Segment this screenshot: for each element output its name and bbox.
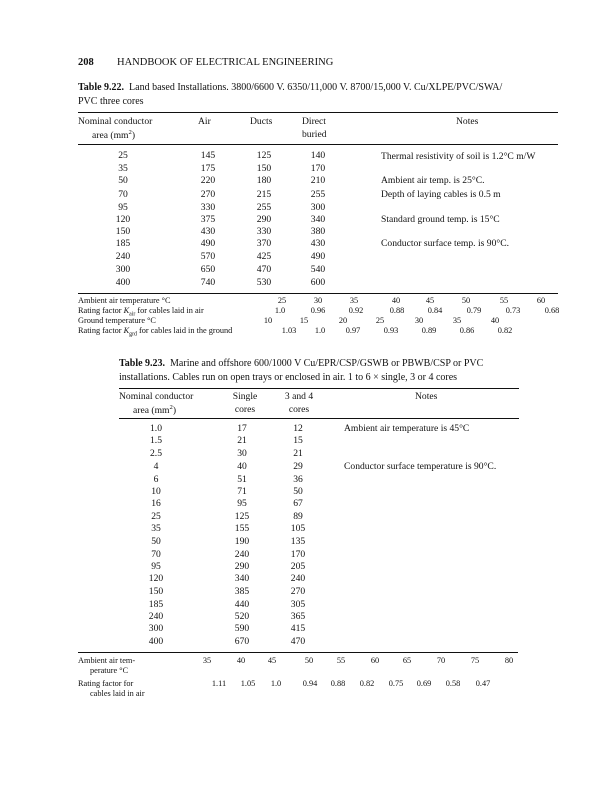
t923-ambient-8: 75 <box>470 656 480 665</box>
t923-rating-label-cont: cables laid in air <box>90 689 145 698</box>
t923-r14-area: 185 <box>148 599 164 610</box>
t922-note-ambient: Ambient air temp. is 25°C. <box>381 175 485 186</box>
t922-r7-direct: 430 <box>310 238 326 249</box>
table-923-top-rule <box>119 388 519 389</box>
t923-r17-single: 670 <box>234 636 250 647</box>
t923-header-conductor-unit: area $(mm^2)$ <box>133 404 177 417</box>
t923-r2-multi: 21 <box>293 448 303 459</box>
t922-r3-area: 70 <box>118 189 128 200</box>
t922-r1-ducts: 150 <box>256 163 272 174</box>
t922-r3-air: 270 <box>200 189 216 200</box>
t922-r9-area: 300 <box>115 264 131 275</box>
table-922-label: Table 9.22. <box>78 82 125 93</box>
table-922-top-rule <box>78 112 558 113</box>
t923-r14-single: 440 <box>234 599 250 610</box>
t922-kair-0: 1.0 <box>274 306 286 315</box>
t922-header-conductor-unit: area $(mm^2)$ <box>92 129 136 142</box>
table-923-body-rule <box>78 652 518 653</box>
page-number: 208 <box>78 57 94 68</box>
t923-r9-multi: 135 <box>290 536 306 547</box>
t923-rating-label: Rating factor for <box>78 679 134 688</box>
t922-r6-area: 150 <box>115 226 131 237</box>
t923-r1-area: 1.5 <box>150 435 162 446</box>
t923-r11-multi: 205 <box>290 561 306 572</box>
t923-r15-single: 520 <box>234 611 250 622</box>
t923-r13-multi: 270 <box>290 586 306 597</box>
t923-r10-multi: 170 <box>290 549 306 560</box>
t922-r1-area: 35 <box>118 163 128 174</box>
t922-ground-0: 10 <box>263 316 273 325</box>
t922-r9-direct: 540 <box>310 264 326 275</box>
t922-ambient-4: 45 <box>425 296 435 305</box>
table-923-caption-line2: installations. Cables run on open trays or enclosed in air. 1 to 6 × single, 3 or 4 cores <box>119 372 458 383</box>
table-922-caption-line2: PVC three cores <box>78 96 144 107</box>
t922-r3-direct: 255 <box>310 189 326 200</box>
t923-r15-multi: 365 <box>290 611 306 622</box>
t923-rating-2: 1.0 <box>270 679 282 688</box>
t922-ambient-1: 30 <box>313 296 323 305</box>
t923-ambient-label: Ambient air tem- <box>78 656 136 665</box>
t923-header-conductor: Nominal conductor <box>119 391 194 402</box>
table-922-caption-line1: Land based Installations. 3800/6600 V. 6350/11,000 V. 8700/15,000 V. Cu/XLPE/PVC/SWA/ <box>129 82 503 93</box>
t922-r7-area: 185 <box>115 238 131 249</box>
t923-r14-multi: 305 <box>290 599 306 610</box>
t923-r7-multi: 89 <box>293 511 303 522</box>
t923-ambient-label-cont: perature °C <box>90 666 129 675</box>
t922-r6-direct: 380 <box>310 226 326 237</box>
t923-r8-multi: 105 <box>290 523 306 534</box>
t922-ground-4: 30 <box>414 316 424 325</box>
table-923-header-rule <box>119 418 519 419</box>
t923-ambient-4: 55 <box>336 656 346 665</box>
t923-header-multi-cores: cores <box>288 404 310 415</box>
t922-ground-3: 25 <box>375 316 385 325</box>
t922-header-air: Air <box>198 116 211 127</box>
table-923-caption-line1: Marine and offshore 600/1000 V Cu/EPR/CSP/GSWB or PBWB/CSP or PVC <box>170 358 484 369</box>
t922-kgrd-1: 1.0 <box>314 326 326 335</box>
t923-ambient-6: 65 <box>402 656 412 665</box>
t922-ambient-3: 40 <box>391 296 401 305</box>
t923-r7-area: 25 <box>151 511 161 522</box>
t923-ambient-7: 70 <box>436 656 446 665</box>
t923-r17-multi: 470 <box>290 636 306 647</box>
t923-r0-area: 1.0 <box>150 423 162 434</box>
t922-ground-6: 40 <box>490 316 500 325</box>
t923-r6-single: 95 <box>237 498 247 509</box>
t923-r17-area: 400 <box>148 636 164 647</box>
t922-kair-7: 0.68 <box>544 306 560 315</box>
t922-r7-ducts: 370 <box>256 238 272 249</box>
t922-r0-direct: 140 <box>310 150 326 161</box>
t922-kgrd-2: 0.97 <box>345 326 361 335</box>
t923-r9-area: 50 <box>151 536 161 547</box>
table-923-label: Table 9.23. <box>119 358 166 369</box>
t923-r5-single: 71 <box>237 486 247 497</box>
t923-r4-single: 51 <box>237 474 247 485</box>
t922-r5-direct: 340 <box>310 214 326 225</box>
t923-r6-area: 16 <box>151 498 161 509</box>
t922-r0-area: 25 <box>118 150 128 161</box>
t923-r11-area: 95 <box>151 561 161 572</box>
t923-ambient-5: 60 <box>370 656 380 665</box>
t923-r2-single: 30 <box>237 448 247 459</box>
t923-rating-9: 0.47 <box>475 679 491 688</box>
t923-rating-3: 0.94 <box>302 679 318 688</box>
t922-ground-1: 15 <box>299 316 309 325</box>
t923-r1-single: 21 <box>237 435 247 446</box>
t923-r12-multi: 240 <box>290 573 306 584</box>
t922-header-ducts: Ducts <box>250 116 273 127</box>
t922-note-soil: Thermal resistivity of soil is 1.2°C m/W <box>381 151 536 162</box>
t922-r4-ducts: 255 <box>256 202 272 213</box>
t923-r0-multi: 12 <box>293 423 303 434</box>
t922-kgrd-label: Rating factor $K_{grd}$ for cables laid in the ground <box>78 326 233 338</box>
t923-ambient-1: 40 <box>236 656 246 665</box>
t922-r4-air: 330 <box>200 202 216 213</box>
t922-kair-4: 0.84 <box>427 306 443 315</box>
t923-header-multi: 3 and 4 <box>284 391 314 402</box>
t923-r0-single: 17 <box>237 423 247 434</box>
t923-rating-7: 0.69 <box>416 679 432 688</box>
t922-r0-air: 145 <box>200 150 216 161</box>
t922-kair-3: 0.88 <box>389 306 405 315</box>
t922-kair-1: 0.96 <box>310 306 326 315</box>
t922-ambient-7: 60 <box>536 296 546 305</box>
t923-r10-area: 70 <box>151 549 161 560</box>
t923-r15-area: 240 <box>148 611 164 622</box>
t922-r9-ducts: 470 <box>256 264 272 275</box>
t922-r8-air: 570 <box>200 251 216 262</box>
t923-r10-single: 240 <box>234 549 250 560</box>
t922-r10-area: 400 <box>115 277 131 288</box>
t923-r16-multi: 415 <box>290 623 306 634</box>
t923-r5-multi: 50 <box>293 486 303 497</box>
table-922-caption <box>78 81 502 95</box>
table-922-header-rule <box>78 144 558 145</box>
t923-r8-area: 35 <box>151 523 161 534</box>
t922-ambient-2: 35 <box>349 296 359 305</box>
t922-r3-ducts: 215 <box>256 189 272 200</box>
t922-kair-2: 0.92 <box>348 306 364 315</box>
t922-r10-direct: 600 <box>310 277 326 288</box>
t922-r2-ducts: 180 <box>256 175 272 186</box>
t923-r11-single: 290 <box>234 561 250 572</box>
t922-r1-air: 175 <box>200 163 216 174</box>
t923-r4-area: 6 <box>153 474 159 485</box>
t922-kair-6: 0.73 <box>505 306 521 315</box>
t923-ambient-9: 80 <box>504 656 514 665</box>
t922-header-conductor: Nominal conductor <box>78 116 153 127</box>
t922-r6-ducts: 330 <box>256 226 272 237</box>
t922-r4-direct: 300 <box>310 202 326 213</box>
t923-r12-area: 120 <box>148 573 164 584</box>
t923-header-single-cores: cores <box>234 404 256 415</box>
running-title: HANDBOOK OF ELECTRICAL ENGINEERING <box>117 57 334 68</box>
t922-r9-air: 650 <box>200 264 216 275</box>
t922-ambient-0: 25 <box>277 296 287 305</box>
t922-r4-area: 95 <box>118 202 128 213</box>
t923-r1-multi: 15 <box>293 435 303 446</box>
t923-r9-single: 190 <box>234 536 250 547</box>
t923-rating-8: 0.58 <box>445 679 461 688</box>
t923-r16-area: 300 <box>148 623 164 634</box>
t922-ground-2: 20 <box>338 316 348 325</box>
t923-note-surface: Conductor surface temperature is 90°C. <box>344 461 497 472</box>
t922-r6-air: 430 <box>200 226 216 237</box>
t922-r8-area: 240 <box>115 251 131 262</box>
t922-kgrd-6: 0.82 <box>497 326 513 335</box>
t922-note-surface: Conductor surface temp. is 90°C. <box>381 238 509 249</box>
t922-r5-ducts: 290 <box>256 214 272 225</box>
t923-r7-single: 125 <box>234 511 250 522</box>
t922-kair-label: Rating factor $K_{air}$ for cables laid in air <box>78 306 204 318</box>
t923-rating-1: 1.05 <box>240 679 256 688</box>
t923-rating-5: 0.82 <box>359 679 375 688</box>
t923-r3-area: 4 <box>153 461 159 472</box>
t923-r16-single: 590 <box>234 623 250 634</box>
t922-kgrd-4: 0.89 <box>421 326 437 335</box>
t923-header-single: Single <box>232 391 258 402</box>
t922-r5-area: 120 <box>115 214 131 225</box>
t922-note-ground: Standard ground temp. is 15°C <box>381 214 500 225</box>
t922-r7-air: 490 <box>200 238 216 249</box>
t922-kgrd-3: 0.93 <box>383 326 399 335</box>
t922-r2-direct: 210 <box>310 175 326 186</box>
t922-r8-direct: 490 <box>310 251 326 262</box>
t923-r6-multi: 67 <box>293 498 303 509</box>
t922-r8-ducts: 425 <box>256 251 272 262</box>
t923-r13-area: 150 <box>148 586 164 597</box>
t922-r2-area: 50 <box>118 175 128 186</box>
t922-ambient-label: Ambient air temperature °C <box>78 296 171 305</box>
t922-header-direct: Direct <box>302 116 326 127</box>
t923-r5-area: 10 <box>151 486 161 497</box>
t922-r0-ducts: 125 <box>256 150 272 161</box>
t922-kgrd-0: 1.03 <box>281 326 297 335</box>
t922-ground-label: Ground temperature °C <box>78 316 156 325</box>
t923-r12-single: 340 <box>234 573 250 584</box>
t923-header-notes: Notes <box>415 391 438 402</box>
t923-rating-6: 0.75 <box>388 679 404 688</box>
t922-r10-ducts: 530 <box>256 277 272 288</box>
t922-ambient-5: 50 <box>461 296 471 305</box>
t922-header-notes: Notes <box>456 116 479 127</box>
t922-ground-5: 35 <box>452 316 462 325</box>
table-923-caption <box>119 357 483 371</box>
t922-r10-air: 740 <box>200 277 216 288</box>
t923-r8-single: 155 <box>234 523 250 534</box>
t923-r3-single: 40 <box>237 461 247 472</box>
t923-r13-single: 385 <box>234 586 250 597</box>
t922-r2-air: 220 <box>200 175 216 186</box>
t923-r4-multi: 36 <box>293 474 303 485</box>
t922-kgrd-5: 0.86 <box>459 326 475 335</box>
t923-ambient-0: 35 <box>202 656 212 665</box>
t923-ambient-3: 50 <box>304 656 314 665</box>
t923-ambient-2: 45 <box>267 656 277 665</box>
t922-note-depth: Depth of laying cables is 0.5 m <box>381 189 501 200</box>
t923-note-ambient: Ambient air temperature is 45°C <box>344 423 470 434</box>
t922-ambient-6: 55 <box>499 296 509 305</box>
t922-header-buried: buried <box>302 129 327 140</box>
t923-r2-area: 2.5 <box>150 448 162 459</box>
t923-r3-multi: 29 <box>293 461 303 472</box>
t922-kair-5: 0.79 <box>466 306 482 315</box>
t922-r5-air: 375 <box>200 214 216 225</box>
table-922-body-rule <box>78 293 558 294</box>
t923-rating-4: 0.88 <box>330 679 346 688</box>
t923-rating-0: 1.11 <box>211 679 227 688</box>
t922-r1-direct: 170 <box>310 163 326 174</box>
